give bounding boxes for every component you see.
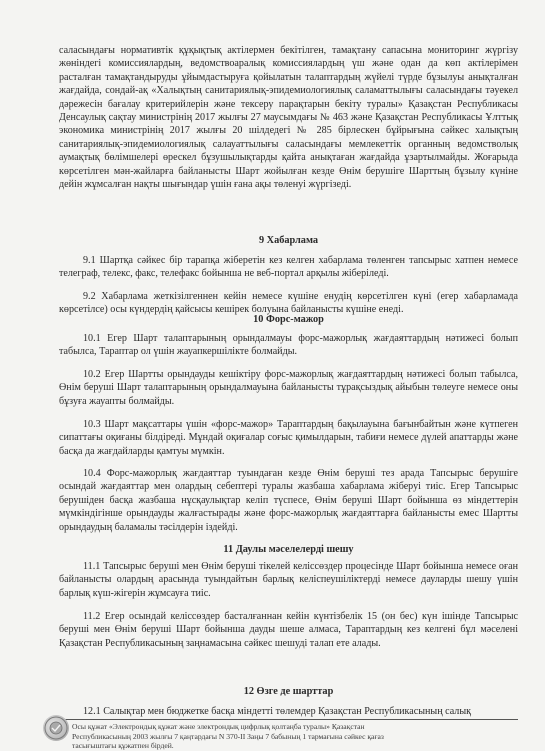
paragraph-9-1: 9.1 Шартқа сәйкес бір тарапқа жіберетін кез келген хабарлама төленген тапсырыс хатпен немесе телеграф, телекс, факс, телефакс бойынша не веб-портал арқылы жіберіледі. bbox=[59, 255, 518, 280]
paragraph-10-4: 10.4 Форс-мажорлық жағдаяттар туындаған кезде Өнім беруші тез арада Тапсырыс берушіге осындай жағдаяттар мен олардың себептері туралы жазбаша хабарлама жіберуі тиіс. Егер Тапсырыс берушіден басқа жазбаша нұсқаулықтар келіп түспесе, Өнім беруші Шарт бойынша өз міндеттерін мүмкіндігінше орындауды жалғастырады және форс-мажорлық жағдаяттарға байланысты емес Шартты орындаудың баламалы тәсілдерін іздейді. bbox=[59, 468, 518, 533]
paragraph-10-1: 10.1 Егер Шарт талаптарының орындалмауы форс-мажорлық жағдаяттардың нәтижесі болып табылса, Тараптар ол үшін жауапкершілікте болмайды. bbox=[59, 333, 518, 358]
section-heading-12: 12 Өзге де шарттар bbox=[243, 686, 334, 697]
paragraph-11-1: 11.1 Тапсырыс беруші мен Өнім беруші тікелей келіссөздер процесінде Шарт бойынша немесе оған байланысты олардың арасында туындайтын барлық келіспеушіліктерді немесе дауларды шешу үшін барлық күш-жігерін жұмсауға тиіс. bbox=[59, 561, 518, 599]
e-signature-seal-icon bbox=[43, 715, 69, 741]
footer-divider bbox=[59, 719, 518, 720]
footer-legal-note bbox=[72, 722, 492, 751]
section-heading-9: 9 Хабарлама bbox=[258, 235, 319, 246]
paragraph-11-2: 11.2 Егер осындай келіссөздер басталғаннан кейін күнтізбелік 15 (он бес) күн ішінде Тапсырыс беруші мен Өнім беруші Шарт бойынша дауды шеше алмаса, Тараптардың кез келгені бұл мәселені Қазақстан Республикасының заңнамасына сәйкес шешуді талап ете алады. bbox=[59, 611, 518, 649]
section-heading-10: 10 Форс-мажор bbox=[253, 314, 324, 325]
footer-line-3: тасығыштағы құжатпен бірдей. bbox=[72, 741, 174, 750]
paragraph-9-2: 9.2 Хабарлама жеткізілгеннен кейін немесе күшіне енудің көрсетілген күні (егер хабарламада көрсетілсе) осы күндердің қайсысы кешірек болуына байланысты күшіне енеді. bbox=[59, 291, 518, 316]
footer-line-1: Осы құжат «Электрондық құжат және электрондық цифрлық қолтаңба туралы» Қазақстан bbox=[72, 722, 365, 731]
section-heading-11: 11 Даулы мәселелерді шешу bbox=[223, 544, 354, 555]
paragraph-10-2: 10.2 Егер Шартты орындауды кешіктіру форс-мажорлық жағдаяттардың нәтижесі болып табылса, Өнім беруші Шарт талаптарының орындалмауына байланысты тұрақсыздық айыбын төлеуге немесе оны бұзуға жауапты болмайды. bbox=[59, 369, 518, 407]
paragraph-12-1: 12.1 Салықтар мен бюджетке басқа міндетті төлемдер Қазақстан Республикасының салық bbox=[83, 706, 472, 717]
paragraph-intro: саласындағы нормативтік құқықтық актілермен бекітілген, тамақтану сапасына мониторинг жүргізу жөніндегі комиссиялардың, ведомствоаралық комиссиялардың үш және одан да көп актілерімен расталған тамақтандыруды ұйымдастыруға қойылатын талаптардың жүйелі түрде бұзылуы анықталған жағдайда, сондай-ақ «Халықтың санитариялық-эпидемиологиялық саламаттылығы саласындағы тәуекел дәрежесін бағалау критерийлерін және тексеру парақтарын бекіту туралы» Қазақстан Республикасы Денсаулық сақтау министрінің 2017 жылғы 27 маусымдағы № 463 және Қазақстан Республикасы Ұлттық экономика министрінің 2017 жылғы 20 шілдедегі № 285 бірлескен бұйрығына сәйкес халықтың санитариялық-эпидемиологиялық салауаттылығы саласындағы мемлекеттік органның ведомстволық аумақтық бөлімшелері өрескел бұзушылықтарды қайта анықтаған жағдайда ұзартылмайды. Жоғарыда көрсетілген мән-жайларға байланысты Шарт жойылған кезде Өнім берушіге Шарттың бұзылу күніне дейін жұмсалған нақты шығындар үшін ғана ақы төленуі жүргізеді. bbox=[59, 45, 518, 191]
footer-line-2: Республикасының 2003 жылғы 7 қаңтардағы N 370-II Заңы 7 бабының 1 тармағына сәйкес қағаз bbox=[72, 731, 384, 741]
paragraph-10-3: 10.3 Шарт мақсаттары үшін «форс-мажор» Тараптардың бақылауына бағынбайтын және күтпеген сипаттағы оқиғаны білдіреді. Мұндай оқиғалар соғыс қимылдарын, табиғи немесе дүлей апаттарды және басқа да жағдайларды қамтуы мүмкін. bbox=[59, 419, 518, 457]
